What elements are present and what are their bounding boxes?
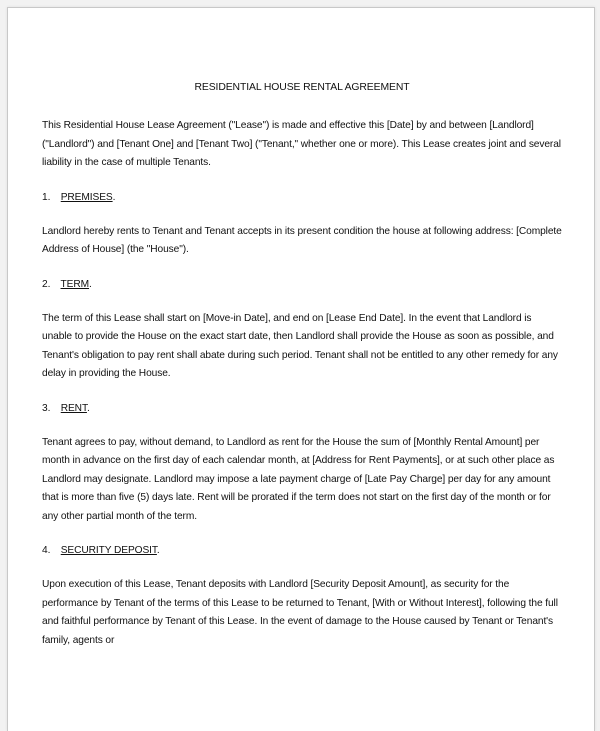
document-body	[42, 81, 562, 650]
section-body-rent: Tenant agrees to pay, without demand, to Landlord as rent for the House the sum of [Monthly Rental Amount] per month in advance on the first day of each calendar month, at [Address for Rent Payments], or at such other place as Landlord may designate. Landlord may impose a late payment charge of [Late Pay Charge] per day for any amount that is more than five (5) days late. Rent will be prorated if the term does not start on the first day of the month or for any other partial month of the term.	[42, 436, 555, 522]
section-label: PREMISES	[60, 191, 113, 203]
section-number: 2.	[42, 278, 51, 290]
section-heading-rent	[42, 402, 562, 416]
document-page	[7, 7, 595, 731]
section-heading-premises	[42, 191, 562, 205]
section-heading-security-deposit	[42, 544, 562, 558]
section-body-premises: Landlord hereby rents to Tenant and Tenant accepts in its present condition the house at following address: [Complete Address of House] (the "House").	[42, 225, 562, 255]
section-punct: .	[156, 545, 160, 556]
section-label: SECURITY DEPOSIT	[60, 545, 157, 556]
section-label: RENT	[60, 402, 87, 414]
intro-paragraph: This Residential House Lease Agreement ("Lease") is made and effective this [Date] by and between [Landlord] ("Landlord") and [Tenant One] and [Tenant Two] ("Tenant," whether one or more). This Lease creates joint and several liability in the case of multiple Tenants.	[42, 120, 561, 168]
section-body-security-deposit: Upon execution of this Lease, Tenant deposits with Landlord [Security Deposit Amount], as security for the performance by Tenant of the terms of this Lease to be returned to Tenant, [With or Without Interest], following the full and faithful performance by Tenant of this Lease. In the event of damage to the House caused by Tenant or Tenant's family, agents or	[42, 579, 558, 646]
section-label: TERM	[60, 278, 90, 290]
section-punct: .	[86, 402, 90, 414]
section-punct: .	[112, 191, 116, 203]
section-number: 4.	[42, 545, 51, 556]
section-number: 3.	[42, 402, 51, 414]
section-heading-term	[42, 278, 562, 292]
section-number: 1.	[42, 191, 51, 203]
section-body-term: The term of this Lease shall start on [Move-in Date], and end on [Lease End Date]. In the event that Landlord is unable to provide the House on the exact start date, then Landlord shall provide the House as soon as possible, and Tenant's obligation to pay rent shall abate during such period. Tenant shall not be entitled to any other remedy for any delay in providing the House.	[42, 312, 558, 379]
document-title: RESIDENTIAL HOUSE RENTAL AGREEMENT	[194, 82, 410, 93]
section-punct: .	[89, 278, 92, 290]
